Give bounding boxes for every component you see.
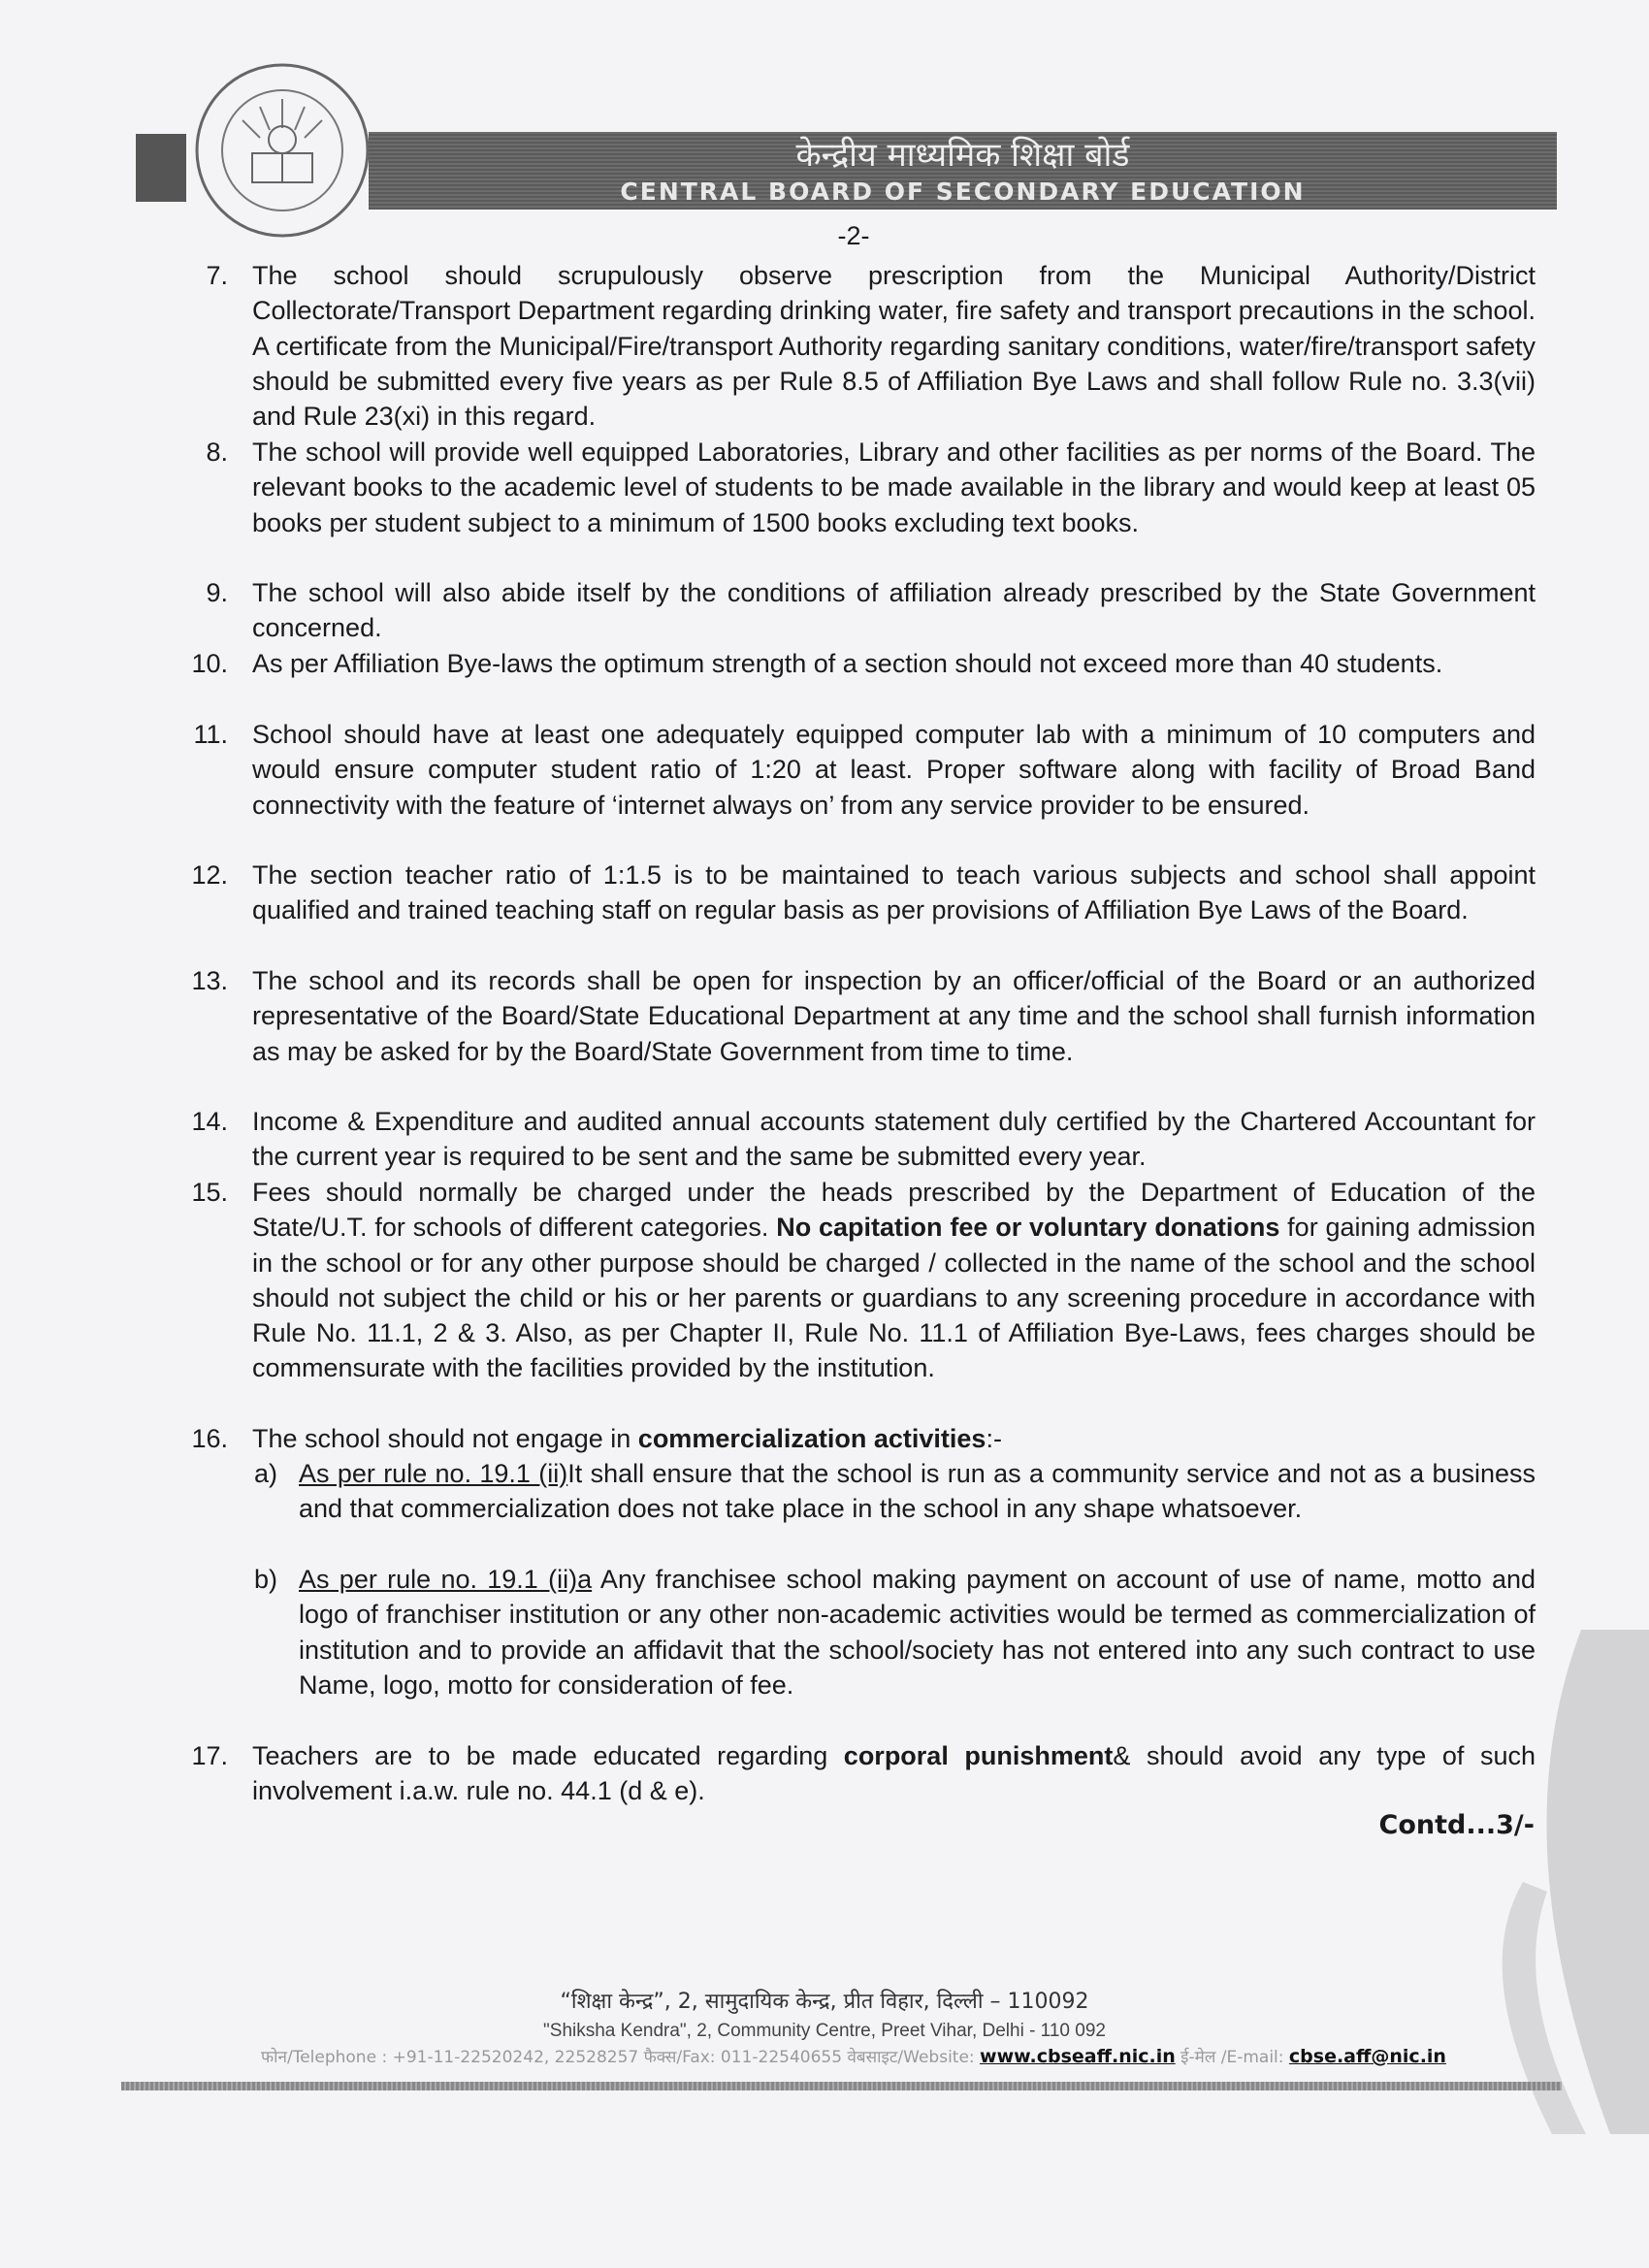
page-number: -2-: [837, 221, 870, 250]
item-text-part: Fees should normally be charged under the heads prescribed by the Department of Education of the State/U.T. for schools of different categories.: [252, 1178, 1536, 1243]
footer-website-link[interactable]: www.cbseaff.nic.in: [980, 2046, 1176, 2067]
item-number: 11.: [193, 720, 228, 749]
footer-contact-line: [146, 2045, 1562, 2067]
sub-item-text: [299, 1562, 1536, 1702]
sub-item-letter: b): [254, 1565, 278, 1594]
item-text: [252, 1738, 1536, 1809]
item-number: 13.: [191, 966, 228, 995]
item-number: 10.: [191, 649, 228, 678]
item-text-part: & should avoid any type of such involvement i.a.w. rule no. 44.1 (d & e).: [252, 1741, 1536, 1806]
footer-address-hindi: “शिक्षा केन्द्र”, 2, सामुदायिक केन्द्र, प्रीत विहार, दिल्ली – 110092: [560, 1990, 1089, 2014]
item-text: School should have at least one adequately equipped computer lab with a minimum of 10 computers and would ensure computer student ratio of 1:20 at least. Proper software along with facility of Broad Band connectivity with the feature of ‘internet always on’ from any service provider to be ensured.: [252, 720, 1536, 820]
sub-item-text: [299, 1456, 1536, 1527]
item-number: 9.: [206, 578, 228, 607]
item-bold-text: corporal punishment: [843, 1741, 1114, 1770]
item-number: 12.: [191, 860, 228, 890]
item-text-part: Teachers are to be made educated regarding: [252, 1741, 844, 1770]
board-name-english: CENTRAL BOARD OF SECONDARY EDUCATION: [620, 178, 1306, 206]
item-text: The school should scrupulously observe prescription from the Municipal Authority/District Collectorate/Transport Department regarding drinking water, fire safety and transport precautions in the school. A certificate from the Municipal/Fire/transport Authority regarding sanitary conditions, water/fire/transport safety should be submitted every five years as per Rule 8.5 of Affiliation Bye Laws and shall follow Rule no. 3.3(vii) and Rule 23(xi) in this regard.: [252, 261, 1536, 432]
item-text: The school will provide well equipped Laboratories, Library and other facilities as per norms of the Board. The relevant books to the academic level of students to be made available in the library and would keep at least 05 books per student subject to a minimum of 1500 books excluding text books.: [252, 437, 1536, 537]
item-text: As per Affiliation Bye-laws the optimum strength of a section should not exceed more than 40 students.: [252, 649, 1443, 678]
footer-phone-fax: फोन/Telephone : +91-11-22520242, 22528257 फैक्स/Fax: 011-22540655 वेबसाइट/Website:: [261, 2048, 981, 2067]
item-number: 8.: [206, 437, 228, 467]
item-number: 17.: [191, 1741, 228, 1770]
sub-item-body: It shall ensure that the school is run as a community service and not as a business and that commercialization does not take place in the school in any shape whatsoever.: [299, 1459, 1536, 1524]
item-bold-text: commercialization activities: [637, 1424, 986, 1453]
item-text: The school will also abide itself by the conditions of affiliation already prescribed by the State Government concerned.: [252, 578, 1536, 643]
board-name-hindi: केन्द्रीय माध्यमिक शिक्षा बोर्ड: [795, 136, 1130, 175]
item-text: [252, 1175, 1536, 1386]
rule-reference: As per rule no. 19.1 (ii)a: [299, 1565, 593, 1594]
item-number: 16.: [191, 1424, 228, 1453]
cbse-emblem-icon: [192, 60, 372, 241]
rule-reference: As per rule no. 19.1 (ii): [299, 1459, 568, 1488]
item-text: Income & Expenditure and audited annual accounts statement duly certified by the Chartered Accountant for the current year is required to be sent and the same be submitted every year.: [252, 1107, 1536, 1172]
footer-address-english: "Shiksha Kendra", 2, Community Centre, Preet Vihar, Delhi - 110 092: [543, 2021, 1106, 2041]
footer-email-label: ई-मेल /E-mail:: [1175, 2048, 1289, 2067]
footer-email-link[interactable]: cbse.aff@nic.in: [1288, 2046, 1446, 2067]
item-text-part: The school should not engage in: [252, 1424, 638, 1453]
item-text: The school and its records shall be open for inspection by an officer/official of the Board or an authorized representative of the Board/State Educational Department at any time and the school shall furnish information as may be asked for by the Board/State Government from time to time.: [252, 966, 1536, 1066]
item-number: 15.: [191, 1178, 228, 1207]
continued-note: Contd...3/-: [1378, 1810, 1535, 1840]
item-text: [252, 1421, 1536, 1456]
item-number: 14.: [191, 1107, 228, 1136]
item-bold-text: No capitation fee or voluntary donations: [776, 1213, 1280, 1243]
item-text-part: :-: [986, 1424, 1002, 1453]
item-text-part: for gaining admission in the school or for any other purpose should be charged / collected in the name of the school and the school should not subject the child or his or her parents or guardians to any screening procedure in accordance with Rule No. 11.1, 2 & 3. Also, as per Chapter II, Rule No. 11.1 of Affiliation Bye-Laws, fees charges should be commensurate with the facilities provided by the institution.: [252, 1213, 1536, 1383]
sub-item-body: Any franchisee school making payment on account of use of name, motto and logo of franchiser institution or any other non-academic activities would be termed as commercialization of institution and to provide an affidavit that the school/society has not entered into any such contract to use Name, logo, motto for consideration of fee.: [299, 1565, 1536, 1700]
sub-item-letter: a): [254, 1459, 278, 1488]
item-number: 7.: [206, 261, 228, 290]
letterhead-block: [136, 134, 186, 202]
item-text: The section teacher ratio of 1:1.5 is to be maintained to teach various subjects and school shall appoint qualified and trained teaching staff on regular basis as per provisions of Affiliation Bye Laws of the Board.: [252, 860, 1536, 925]
footer-rule: [121, 2082, 1562, 2090]
